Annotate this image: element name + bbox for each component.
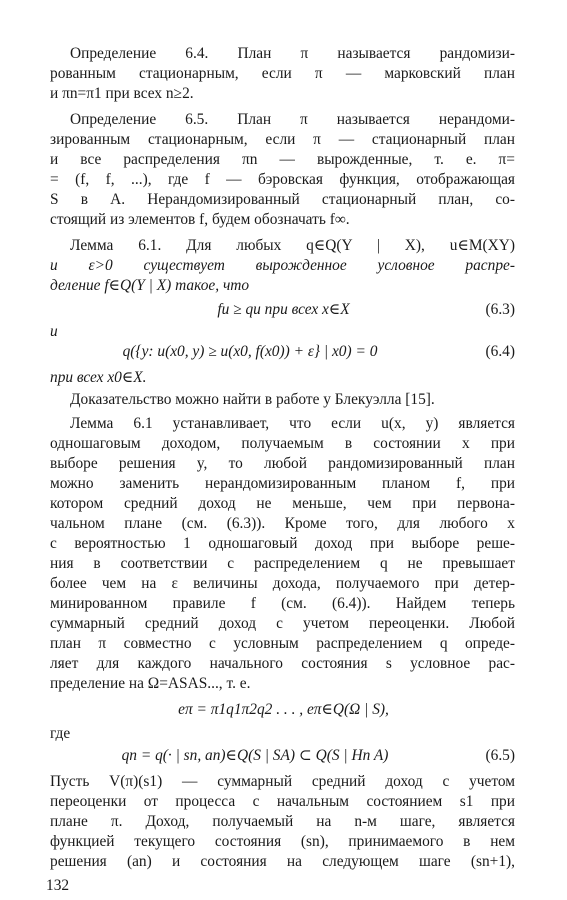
definition-6-5-line-6: стоящий из элементов f, будем обозначать f∞. [50,211,350,228]
lemma-6-1-line-2: и ε>0 существует вырожденное условное распре- [50,257,515,274]
lemma-6-1-line-1: Лемма 6.1. Для любых q∈Q(Y | X), u∈M(XY) [70,237,515,254]
main-paragraph-line-1: Лемма 6.1 устанавливает, что если u(x, y) является [70,415,515,432]
final-paragraph-line-4: функцией текущего состояния (sn), принимаемого в нем [50,833,515,850]
definition-6-5-line-2: зированным стационарным, если π — стационарный план [50,131,515,148]
definition-6-4-line-2: рованным стационарным, если π — марковский план [50,65,515,82]
where-word: где [50,725,71,742]
equation-6-4: q({y: u(x0, y) ≥ u(x0, f(x0)) + ε} | x0) = 0 [122,343,378,360]
main-paragraph-line-10: минированном правиле f (см. (6.4)). Найдем теперь [50,595,515,612]
equation-e-pi: eπ = π1q1π2q2 . . . , eπ∈Q(Ω | S), [178,701,389,718]
definition-6-5-line-3: и все распределения πn — вырожденные, т. е. π= [50,151,515,168]
for-all-x0: при всех x0∈X. [50,369,147,386]
main-paragraph-line-9: более чем на ε величины дохода, получаемого при детер- [50,575,515,592]
final-paragraph-line-1: Пусть V(π)(s1) — суммарный средний доход с учетом [50,773,515,790]
final-paragraph-line-2: переоценки от процесса с начальным состоянием s1 при [50,793,515,810]
main-paragraph-line-11: суммарный средний доход с учетом переоценки. Любой [50,615,515,632]
main-paragraph-line-7: с вероятностью 1 одношаговый доход при выборе реше- [50,535,515,552]
definition-6-5-line-5: S в A. Нерандомизированный стационарный план, со- [50,191,515,208]
main-paragraph-line-13: ляет для каждого начального состояния s условное рас- [50,655,515,672]
main-paragraph-line-5: котором средний доход не меньше, чем при первона- [50,495,515,512]
main-paragraph-line-2: одношаговым доходом, получаемым в состоянии x при [50,435,515,452]
equation-6-5-number: (6.5) [485,747,515,764]
equation-6-4-number: (6.4) [485,343,515,360]
definition-6-4-line-1: Определение 6.4. План π называется рандомизи- [70,45,515,62]
definition-6-5-line-4: = (f, f, ...), где f — бэровская функция, отображающая [50,171,515,188]
main-paragraph-line-12: план π совместно с условным распределением q опреде- [50,635,515,652]
definition-6-4-line-3: и πn=π1 при всех n≥2. [50,85,194,102]
equation-6-5: qn = q(· | sn, an)∈Q(S | SA) ⊂ Q(S | Hn A) [121,747,389,764]
final-paragraph-line-5: решения (an) и состояния на следующем шаге (sn+1), [50,853,515,870]
main-paragraph-line-14: пределение на Ω=ASAS..., т. е. [50,675,251,692]
main-paragraph-line-6: чальном плане (см. (6.3)). Кроме того, для любого x [50,515,515,532]
conjunction-and: и [50,323,58,340]
main-paragraph-line-3: выборе решения y, то любой рандомизированный план [50,455,515,472]
equation-6-3-number: (6.3) [485,301,515,318]
main-paragraph-line-8: ния в соответствии с распределением q не превышает [50,555,515,572]
lemma-6-1-line-3: деление f∈Q(Y | X) такое, что [50,277,250,294]
proof-reference: Доказательство можно найти в работе у Блекуэлла [15]. [70,391,435,408]
main-paragraph-line-4: можно заменить нерандомизированным планом f, при [50,475,515,492]
final-paragraph-line-3: плане π. Доход, получаемый на n-м шаге, является [50,813,515,830]
page-number: 132 [46,877,70,894]
definition-6-5-line-1: Определение 6.5. План π называется нерандоми- [70,111,515,128]
equation-6-3: fu ≥ qu при всех x∈X [217,301,350,318]
